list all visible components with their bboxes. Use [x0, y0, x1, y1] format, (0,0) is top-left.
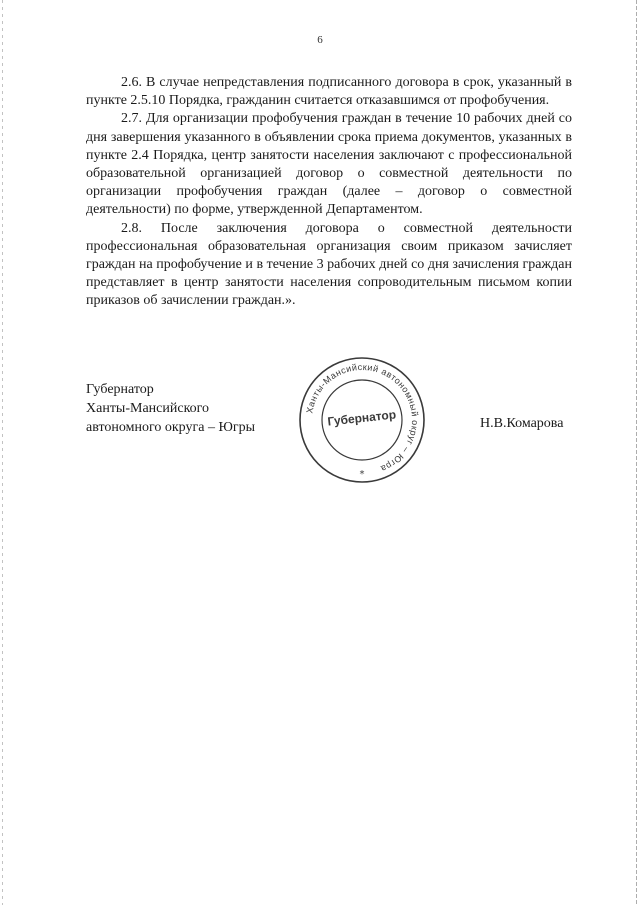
seal-center-text: Губернатор	[326, 407, 397, 429]
signer-title-line: автономного округа – Югры	[86, 420, 255, 435]
paragraph-2-6: 2.6. В случае непредставления подписанного договора в срок, указанный в пункте 2.5.10 Порядка, гражданин считается отказавшимся от профобучения.	[86, 75, 572, 109]
signer-title-line: Ханты-Мансийского	[86, 401, 210, 416]
scan-edge-left	[2, 0, 3, 905]
seal-star: *	[359, 469, 365, 480]
seal-ring-text: Ханты-Мансийский автономный округ – Югра	[304, 361, 421, 475]
signature-block	[86, 380, 255, 437]
signer-name: Н.В.Комарова	[480, 416, 564, 431]
page-number: 6	[317, 34, 323, 46]
official-seal	[297, 355, 427, 485]
document-body	[86, 74, 572, 311]
signer-title-line: Губернатор	[86, 382, 154, 397]
paragraph-2-7: 2.7. Для организации профобучения граждан в течение 10 рабочих дней со дня завершения указанного в объявлении срока приема документов, указанных в пункте 2.4 Порядка, центр занятости населения заключают с профессиональной образовательной организацией договор о совместной деятельности по организации профобучения граждан (далее – договор о совместной деятельности) по форме, утвержденной Департаментом.	[86, 111, 572, 218]
scan-edge-right	[636, 0, 637, 905]
paragraph-2-8: 2.8. После заключения договора о совместной деятельности профессиональная образовательная организация своим приказом зачисляет граждан на профобучение и в течение 3 рабочих дней со дня зачисления граждан представляет в центр занятости населения сопроводительным письмом копии приказов об зачислении граждан.».	[86, 220, 572, 309]
